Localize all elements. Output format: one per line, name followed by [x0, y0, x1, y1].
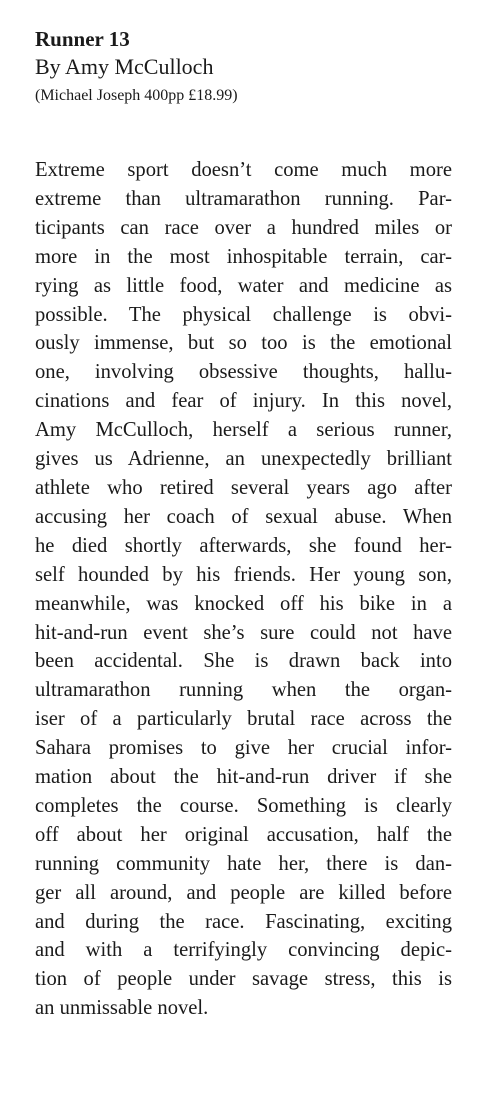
review-line: Extreme sport doesn’t come much more	[35, 159, 452, 181]
review-line: completes the course. Something is clearly	[35, 794, 452, 817]
review-line: running community hate her, there is dan-	[35, 852, 452, 875]
review-line: self hounded by his friends. Her young son,	[35, 563, 452, 586]
review-line: cinations and fear of injury. In this novel,	[35, 390, 452, 413]
review-line: ger all around, and people are killed before	[35, 881, 452, 904]
review-line: ultramarathon running when the organ-	[35, 679, 452, 702]
review-line: an unmissable novel.	[35, 997, 209, 1020]
review-line: he died shortly afterwards, she found her-	[35, 534, 452, 557]
review-line: ticipants can race over a hundred miles or	[35, 216, 452, 239]
review-line: Amy McCulloch, herself a serious runner,	[35, 419, 452, 442]
review-line: accusing her coach of sexual abuse. When	[35, 505, 452, 528]
review-line: gives us Adrienne, an unexpectedly brilliant	[35, 448, 452, 471]
book-review	[35, 26, 452, 1023]
review-line: off about her original accusation, half the	[35, 823, 452, 846]
review-line: Sahara promises to give her crucial infor-	[35, 737, 452, 760]
review-body	[35, 156, 452, 1023]
review-line: meanwhile, was knocked off his bike in a	[35, 592, 452, 615]
review-line: hit-and-run event she’s sure could not have	[35, 621, 452, 644]
book-publication-details: (Michael Joseph 400pp £18.99)	[35, 87, 238, 104]
review-line: and during the race. Fascinating, exciting	[35, 910, 452, 933]
review-line: one, involving obsessive thoughts, hallu-	[35, 361, 452, 384]
review-line: extreme than ultramarathon running. Par-	[35, 187, 452, 210]
review-line: rying as little food, water and medicine as	[35, 274, 452, 297]
review-line: mation about the hit-and-run driver if she	[35, 766, 452, 789]
review-line: iser of a particularly brutal race across the	[35, 708, 452, 731]
review-line: ously immense, but so too is the emotional	[35, 332, 452, 355]
review-line: possible. The physical challenge is obvi-	[35, 303, 452, 326]
book-author: By Amy McCulloch	[35, 54, 214, 79]
review-line: tion of people under savage stress, this is	[35, 968, 452, 991]
review-line: more in the most inhospitable terrain, car-	[35, 245, 452, 268]
review-line: athlete who retired several years ago after	[35, 476, 452, 499]
review-line: and with a terrifyingly convincing depic-	[35, 939, 452, 962]
review-line: been accidental. She is drawn back into	[35, 650, 452, 673]
book-title: Runner 13	[35, 27, 130, 51]
